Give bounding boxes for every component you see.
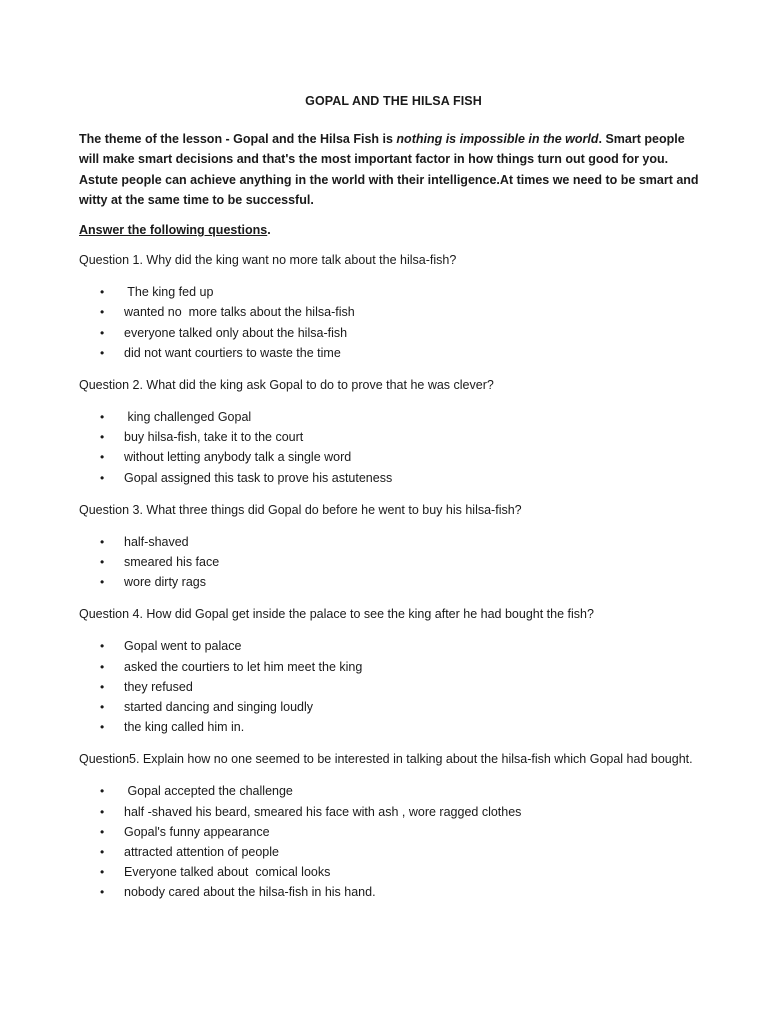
answer-text: the king called him in. (124, 720, 245, 735)
bullet-icon: • (100, 470, 105, 485)
bullet-icon: • (100, 345, 105, 360)
list-item (79, 282, 708, 302)
instruction-text: Answer the following questions (79, 223, 268, 238)
list-item (79, 822, 708, 842)
list-item (79, 657, 708, 677)
answer-text: nobody cared about the hilsa-fish in his hand. (124, 885, 376, 900)
list-item (79, 717, 708, 737)
answer-text: attracted attention of people (124, 845, 279, 860)
answer-text: they refused (124, 679, 193, 694)
bullet-icon: • (100, 700, 105, 715)
question-3: Question 3. What three things did Gopal do before he went to buy his hilsa-fish? (79, 502, 522, 517)
bullet-icon: • (100, 885, 105, 900)
answer-text: did not want courtiers to waste the time (124, 345, 341, 360)
answer-list-3 (79, 532, 708, 593)
answer-text: The king fed up (124, 285, 214, 300)
answer-text: smeared his face (124, 555, 220, 570)
bullet-icon: • (100, 555, 105, 570)
answer-text: buy hilsa-fish, take it to the court (124, 430, 304, 445)
list-item (79, 862, 708, 882)
list-item (79, 802, 708, 822)
question-1: Question 1. Why did the king want no more talk about the hilsa-fish? (79, 253, 457, 268)
theme-emphasis: nothing is impossible in the world (396, 132, 599, 146)
list-item (79, 697, 708, 717)
bullet-icon: • (100, 305, 105, 320)
list-item (79, 552, 708, 572)
list-item (79, 427, 708, 447)
theme-prefix: The theme of the lesson - Gopal and the Hilsa Fish is (79, 132, 397, 146)
list-item (79, 532, 708, 552)
document-title: GOPAL AND THE HILSA FISH (305, 94, 482, 108)
list-item (79, 407, 708, 427)
answer-text: Gopal went to palace (124, 639, 242, 654)
list-item (79, 677, 708, 697)
answer-text: wanted no more talks about the hilsa-fish (124, 305, 355, 320)
answer-text: Gopal assigned this task to prove his astuteness (124, 470, 393, 485)
bullet-icon: • (100, 534, 105, 549)
answer-text: without letting anybody talk a single word (124, 450, 352, 465)
theme-suffix: . Smart people will make smart decisions and that's the most important factor in how things turn out good for you. Astute people can achieve anything in the world with their intelligence.At times we need to be smart and witty at the same time to be successful. (79, 132, 699, 207)
answer-text: wore dirty rags (124, 575, 206, 590)
bullet-icon: • (100, 679, 105, 694)
answer-list-1 (79, 282, 708, 363)
answer-text: Everyone talked about comical looks (124, 865, 331, 880)
bullet-icon: • (100, 450, 105, 465)
list-item (79, 447, 708, 467)
bullet-icon: • (100, 659, 105, 674)
bullet-icon: • (100, 285, 105, 300)
question-2: Question 2. What did the king ask Gopal to do to prove that he was clever? (79, 378, 494, 392)
bullet-icon: • (100, 639, 105, 654)
bullet-icon: • (100, 784, 105, 799)
answer-list-5 (79, 781, 708, 902)
bullet-icon: • (100, 720, 105, 735)
answer-text: Gopal accepted the challenge (124, 784, 293, 799)
instruction-trailing: . (267, 223, 271, 238)
theme-paragraph (79, 129, 708, 210)
list-item (79, 572, 708, 592)
list-item (79, 468, 708, 488)
list-item (79, 842, 708, 862)
bullet-icon: • (100, 804, 105, 819)
answer-list-2 (79, 407, 708, 488)
bullet-icon: • (100, 845, 105, 860)
bullet-icon: • (100, 865, 105, 880)
list-item (79, 882, 708, 902)
answer-text: king challenged Gopal (124, 410, 252, 424)
bullet-icon: • (100, 430, 105, 445)
list-item (79, 323, 708, 343)
answer-text: half -shaved his beard, smeared his face with ash , wore ragged clothes (124, 804, 522, 819)
question-5: Question5. Explain how no one seemed to be interested in talking about the hilsa-fish which Gopal had bought. (79, 752, 693, 767)
list-item (79, 343, 708, 363)
list-item (79, 302, 708, 322)
answer-text: asked the courtiers to let him meet the king (124, 659, 363, 674)
answer-text: half-shaved (124, 534, 189, 549)
bullet-icon: • (100, 325, 105, 340)
question-4: Question 4. How did Gopal get inside the palace to see the king after he had bought the fish? (79, 607, 594, 622)
list-item (79, 636, 708, 656)
answer-text: everyone talked only about the hilsa-fish (124, 325, 348, 340)
answer-text: Gopal's funny appearance (124, 824, 270, 839)
list-item (79, 781, 708, 801)
bullet-icon: • (100, 824, 105, 839)
instruction-line (79, 223, 708, 237)
answer-list-4 (79, 636, 708, 737)
answer-text: started dancing and singing loudly (124, 700, 314, 715)
bullet-icon: • (100, 575, 105, 590)
bullet-icon: • (100, 410, 105, 424)
